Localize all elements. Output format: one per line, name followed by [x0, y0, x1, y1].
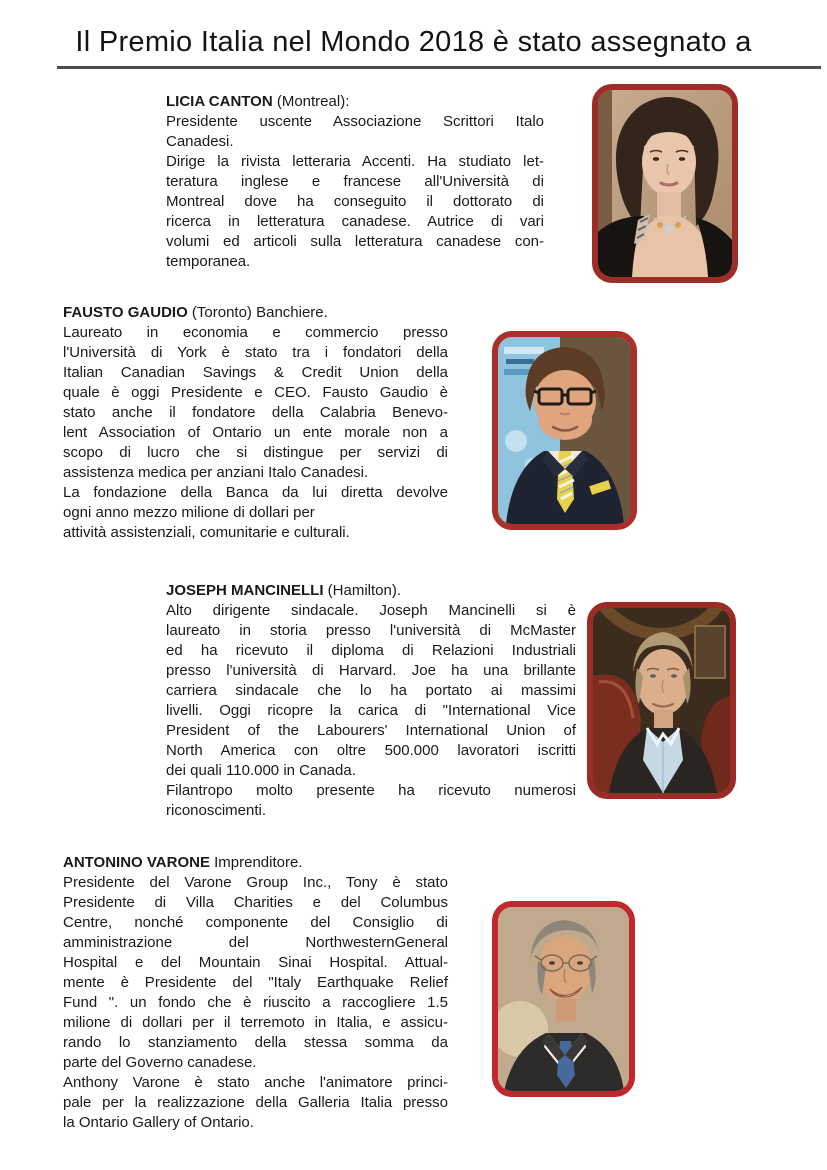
text-line: volumi ed articoli sulla letteratura canadese con-: [166, 233, 544, 250]
text-line: Presidente uscente Associazione Scrittori Italo: [166, 113, 544, 130]
text-line: riconoscimenti.: [166, 802, 267, 819]
antonino-varone-portrait-illustration: [498, 907, 629, 1091]
text-line: Presidente di Villa Charities e del Columbus: [63, 894, 448, 911]
text-line: attività assistenziali, comunitarie e culturali.: [63, 524, 350, 541]
profile-name-suffix: (Toronto) Banchiere.: [187, 304, 328, 321]
text-line: presso l'università di Harvard. Joe ha una brillante: [166, 662, 576, 679]
text-line: ogni anno mezzo milione di dollari per: [63, 504, 315, 521]
text-line: ed ha ricevuto il diploma di Relazioni Industriali: [166, 642, 576, 659]
fausto-gaudio-portrait-illustration: [498, 337, 631, 524]
licia-canton-portrait-illustration: [598, 90, 732, 277]
text-line: Presidente del Varone Group Inc., Tony è stato: [63, 874, 448, 891]
text-line: Canadesi.: [166, 133, 234, 150]
text-line: parte del Governo canadese.: [63, 1054, 257, 1071]
page-title: Il Premio Italia nel Mondo 2018 è stato assegnato a: [75, 26, 752, 58]
profile-text-fausto-gaudio: [63, 303, 448, 543]
text-line: La fondazione della Banca da lui diretta devolve: [63, 484, 448, 501]
joseph-mancinelli-portrait-photo: [587, 602, 736, 799]
profile-heading: [166, 581, 576, 601]
profile-heading: [63, 853, 448, 873]
profile-body-lines: [63, 873, 448, 1133]
profile-body-lines: [63, 323, 448, 543]
profile-name: JOSEPH MANCINELLI: [166, 582, 324, 599]
text-line: la Ontario Gallery of Ontario.: [63, 1114, 254, 1131]
fausto-gaudio-portrait-photo: [492, 331, 637, 530]
text-line: Laureato in economia e commercio presso: [63, 324, 448, 341]
text-line: Montreal dove ha conseguito il dottorato di: [166, 193, 544, 210]
text-line: milione di dollari per il terremoto in Italia, e assicu-: [63, 1014, 448, 1031]
text-line: teratura inglese e francese all'Università di: [166, 173, 544, 190]
profile-body-lines: [166, 601, 576, 821]
profile-heading: [63, 303, 448, 323]
profile-text-antonino-varone: [63, 853, 448, 1133]
text-line: Centre, nonché componente del Consiglio di: [63, 914, 448, 931]
text-line: livelli. Oggi ricopre la carica di "International Vice: [166, 702, 576, 719]
profile-heading: [166, 92, 544, 112]
profile-name-suffix: (Hamilton).: [323, 582, 402, 599]
text-line: Alto dirigente sindacale. Joseph Mancinelli si è: [166, 602, 576, 619]
text-line: scopo di lucro che si distingue per servizi di: [63, 444, 448, 461]
text-line: ricerca in letteratura canadese. Autrice di vari: [166, 213, 544, 230]
joseph-mancinelli-portrait-illustration: [593, 608, 730, 793]
text-line: President of the Labourers' International Union of: [166, 722, 576, 739]
antonino-varone-portrait-photo: [492, 901, 635, 1097]
text-line: mente è Presidente del "Italy Earthquake Relief: [63, 974, 448, 991]
text-line: Dirige la rivista letteraria Accenti. Ha studiato let-: [166, 153, 544, 170]
text-line: laureato in storia presso l'università di McMaster: [166, 622, 576, 639]
profile-name: FAUSTO GAUDIO: [63, 304, 188, 321]
profile-text-joseph-mancinelli: [166, 581, 576, 821]
text-line: Italian Canadian Savings & Credit Union della: [63, 364, 448, 381]
text-line: Filantropo molto presente ha ricevuto numerosi: [166, 782, 576, 799]
licia-canton-portrait-photo: [592, 84, 738, 283]
text-line: dei quali 110.000 in Canada.: [166, 762, 356, 779]
text-line: l'Università di York è stato tra i fondatori della: [63, 344, 448, 361]
profile-name: ANTONINO VARONE: [63, 854, 210, 871]
text-line: quale è oggi Presidente e CEO. Fausto Gaudio è: [63, 384, 448, 401]
text-line: assistenza medica per anziani Italo Canadesi.: [63, 464, 369, 481]
text-line: stato anche il fondatore della Calabria Benevo-: [63, 404, 448, 421]
profile-name-suffix: Imprenditore.: [209, 854, 303, 871]
title-underline-rule: [57, 66, 821, 69]
text-line: lent Association of Ontario un ente morale non a: [63, 424, 448, 441]
text-line: North America con oltre 500.000 lavoratori iscritti: [166, 742, 576, 759]
text-line: Hospital e del Mountain Sinai Hospital. Attual-: [63, 954, 448, 971]
text-line: carriera sindacale che lo ha portato ai massimi: [166, 682, 576, 699]
profile-name: LICIA CANTON: [166, 93, 273, 110]
text-line: rando lo stanziamento della stessa somma da: [63, 1034, 448, 1051]
text-line: Fund ". un fondo che è riuscito a raccogliere 1.5: [63, 994, 448, 1011]
profile-text-licia-canton: [166, 92, 544, 272]
text-line: Anthony Varone è stato anche l'animatore princi-: [63, 1074, 448, 1091]
profile-name-suffix: (Montreal):: [272, 93, 350, 110]
text-line: amministrazione del NorthwesternGeneral: [63, 934, 448, 951]
profile-body-lines: [166, 112, 544, 272]
text-line: pale per la realizzazione della Galleria Italia presso: [63, 1094, 448, 1111]
text-line: temporanea.: [166, 253, 251, 270]
